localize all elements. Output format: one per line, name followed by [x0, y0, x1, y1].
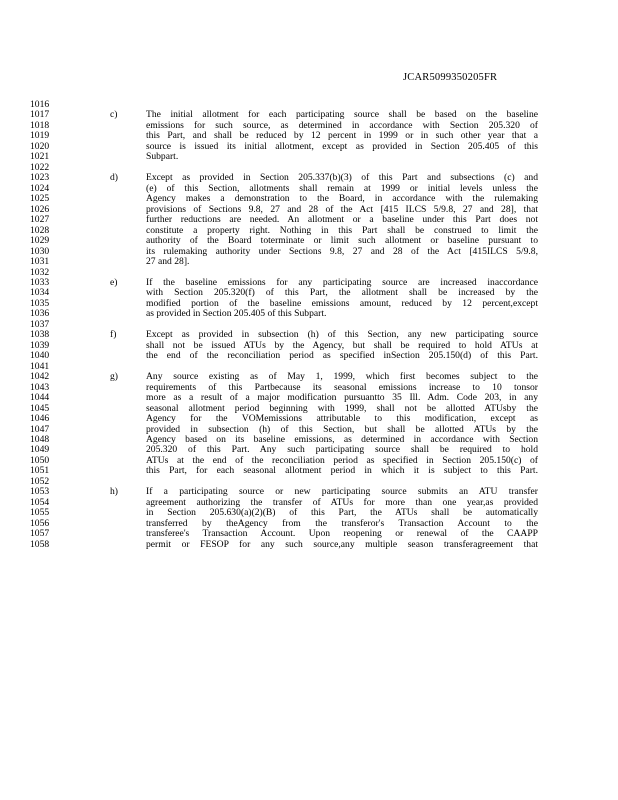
line-text: modified portion of the baseline emissions amount, reduced by 12 percent,except: [146, 298, 538, 309]
document-line: [0, 205, 618, 215]
document-line: [0, 173, 618, 183]
document-line: [0, 163, 618, 173]
document-line: [0, 226, 618, 236]
document-line: [0, 184, 618, 194]
line-text: The initial allotment for each participating source shall be based on the baseline: [146, 110, 538, 121]
line-number: 1048: [30, 434, 50, 445]
line-text: source is issued its initial allotment, except as provided in Section 205.405 of this: [146, 141, 538, 152]
line-text: provisions of Sections 9.8, 27 and 28 of the Act [415 ILCS 5/9.8, 27 and 28], that: [146, 204, 538, 215]
line-text: authority of the Board toterminate or limit such allotment or baseline pursuant to: [146, 236, 538, 247]
document-line: [0, 278, 618, 288]
line-number: 1028: [30, 224, 50, 236]
line-text: emissions for such source, as determined in accordance with Section 205.320 of: [146, 120, 538, 131]
line-number: 1047: [30, 423, 50, 435]
document-line: [0, 121, 618, 131]
line-number: 1021: [30, 151, 50, 163]
line-number: 1050: [30, 454, 50, 466]
line-text: shall not be issued ATUs by the Agency, but shall be required to hold ATUs at: [146, 340, 538, 351]
line-number: 1026: [30, 203, 50, 215]
subsection-label: c): [110, 109, 118, 121]
document-line: [0, 152, 618, 162]
document-line: [0, 393, 618, 403]
line-text: If the baseline emissions for any participating source are increased inaccordance: [146, 277, 538, 288]
line-number: 1020: [30, 140, 50, 152]
document-line: [0, 435, 618, 445]
line-text: transferee's Transaction Account. Upon reopening or renewal of the CAAPP: [146, 529, 538, 540]
line-number: 1041: [30, 360, 50, 372]
document-line: [0, 466, 618, 476]
line-number: 1045: [30, 402, 50, 414]
line-text: Except as provided in Section 205.337(b)(3) of this Part and subsections (c) and: [146, 173, 538, 184]
line-number: 1053: [30, 486, 50, 498]
line-text: ATUs at the end of the reconciliation period as specified in Section 205.150(c) of: [146, 455, 538, 466]
line-text: Except as provided in subsection (h) of this Section, any new participating source: [146, 330, 538, 341]
line-number: 1024: [30, 182, 50, 194]
line-number: 1044: [30, 392, 50, 404]
line-number: 1035: [30, 297, 50, 309]
line-number: 1034: [30, 287, 50, 299]
document-line: [0, 456, 618, 466]
document-line: [0, 236, 618, 246]
line-number: 1042: [30, 371, 50, 383]
document-line: [0, 257, 618, 267]
line-text: in Section 205.630(a)(2)(B) of this Part, the ATUs shall be automatically: [146, 508, 538, 519]
document-line: [0, 529, 618, 539]
line-text: the end of the reconciliation period as specified inSection 205.150(d) of this Part.: [146, 351, 538, 362]
line-text: Any source existing as of May 1, 1999, which first becomes subject to the: [146, 372, 538, 383]
document-line: [0, 330, 618, 340]
line-text: If a participating source or new participating source submits an ATU transfer: [146, 487, 538, 498]
document-line: [0, 425, 618, 435]
line-text: seasonal allotment period beginning with 1999, shall not be allotted ATUsby the: [146, 403, 538, 414]
document-line: [0, 299, 618, 309]
document-line: [0, 110, 618, 120]
line-number: 1025: [30, 193, 50, 205]
document-line: [0, 215, 618, 225]
line-text: 27 and 28].: [146, 257, 190, 268]
line-text: permit or FESOP for any such source,any multiple season transferagreement that: [146, 539, 538, 550]
line-text: more as a result of a major modification pursuantto 35 Ill. Adm. Code 203, in any: [146, 393, 538, 404]
line-number: 1032: [30, 266, 50, 278]
line-number: 1055: [30, 507, 50, 519]
line-number: 1058: [30, 538, 50, 550]
line-number: 1017: [30, 109, 50, 121]
document-line: [0, 508, 618, 518]
line-number: 1043: [30, 381, 50, 393]
line-text: further reductions are needed. An allotment or a baseline under this Part does not: [146, 215, 538, 226]
line-text: 205.320 of this Part. Any such participating source shall be required to hold: [146, 445, 538, 456]
line-number: 1029: [30, 235, 50, 247]
document-line: [0, 445, 618, 455]
line-text: Agency for the VOMemissions attributable to this modification, except as: [146, 414, 538, 425]
document-line: [0, 351, 618, 361]
line-number: 1056: [30, 517, 50, 529]
line-number: 1023: [30, 172, 50, 184]
line-number: 1040: [30, 350, 50, 362]
line-text: its rulemaking authority under Sections 9.8, 27 and 28 of the Act [415ILCS 5/9.8,: [146, 246, 538, 257]
line-text: as provided in Section 205.405 of this Subpart.: [146, 309, 327, 320]
subsection-label: e): [110, 276, 118, 288]
line-text: transferred by theAgency from the transferor's Transaction Account to the: [146, 518, 538, 529]
line-text: Subpart.: [146, 152, 179, 163]
line-text: (e) of this Section, allotments shall remain at 1999 or initial levels unless the: [146, 183, 538, 194]
document-line: [0, 383, 618, 393]
document-line: [0, 247, 618, 257]
line-number: 1057: [30, 528, 50, 540]
document-line: [0, 320, 618, 330]
line-number: 1046: [30, 413, 50, 425]
line-number: 1051: [30, 465, 50, 477]
line-text: with Section 205.320(f) of this Part, the allotment shall be increased by the: [146, 288, 538, 299]
line-text: Agency makes a demonstration to the Board, in accordance with the rulemaking: [146, 194, 538, 205]
line-number: 1036: [30, 308, 50, 320]
document-line: [0, 309, 618, 319]
line-number: 1054: [30, 496, 50, 508]
document-line: [0, 404, 618, 414]
document-line: [0, 414, 618, 424]
subsection-label: d): [110, 172, 118, 184]
line-number: 1038: [30, 329, 50, 341]
line-number: 1037: [30, 318, 50, 330]
document-line: [0, 477, 618, 487]
document-line: [0, 268, 618, 278]
subsection-label: f): [110, 329, 117, 341]
document-line: [0, 362, 618, 372]
line-text: requirements of this Partbecause its seasonal emissions increase to 10 tonsor: [146, 382, 538, 393]
document-line: [0, 498, 618, 508]
document-line: [0, 487, 618, 497]
document-line: [0, 519, 618, 529]
line-number: 1030: [30, 245, 50, 257]
line-text: Agency based on its baseline emissions, as determined in accordance with Section: [146, 435, 538, 445]
document-line: [0, 540, 618, 550]
line-text: this Part, for each seasonal allotment period in which it is subject to this Part.: [146, 466, 538, 477]
line-number: 1031: [30, 256, 50, 268]
line-number: 1052: [30, 475, 50, 487]
line-number: 1027: [30, 214, 50, 226]
document-line: [0, 341, 618, 351]
document-body: [0, 100, 618, 550]
subsection-label: g): [110, 371, 118, 383]
line-text: provided in subsection (h) of this Section, but shall be allotted ATUs by the: [146, 424, 538, 435]
line-number: 1018: [30, 119, 50, 131]
document-line: [0, 194, 618, 204]
line-text: constitute a property right. Nothing in this Part shall be construed to limit the: [146, 225, 538, 236]
line-number: 1039: [30, 339, 50, 351]
document-line: [0, 288, 618, 298]
document-line: [0, 100, 618, 110]
document-line: [0, 131, 618, 141]
document-line: [0, 142, 618, 152]
line-number: 1033: [30, 276, 50, 288]
document-line: [0, 372, 618, 382]
line-text: agreement authorizing the transfer of ATUs for more than one year,as provided: [146, 497, 538, 508]
line-number: 1019: [30, 130, 50, 142]
subsection-label: h): [110, 486, 118, 498]
document-id: JCAR5099350205FR: [403, 72, 498, 83]
line-text: this Part, and shall be reduced by 12 percent in 1999 or in such other year that a: [146, 131, 538, 142]
line-number: 1022: [30, 161, 50, 173]
line-number: 1049: [30, 444, 50, 456]
line-number: 1016: [30, 99, 50, 110]
